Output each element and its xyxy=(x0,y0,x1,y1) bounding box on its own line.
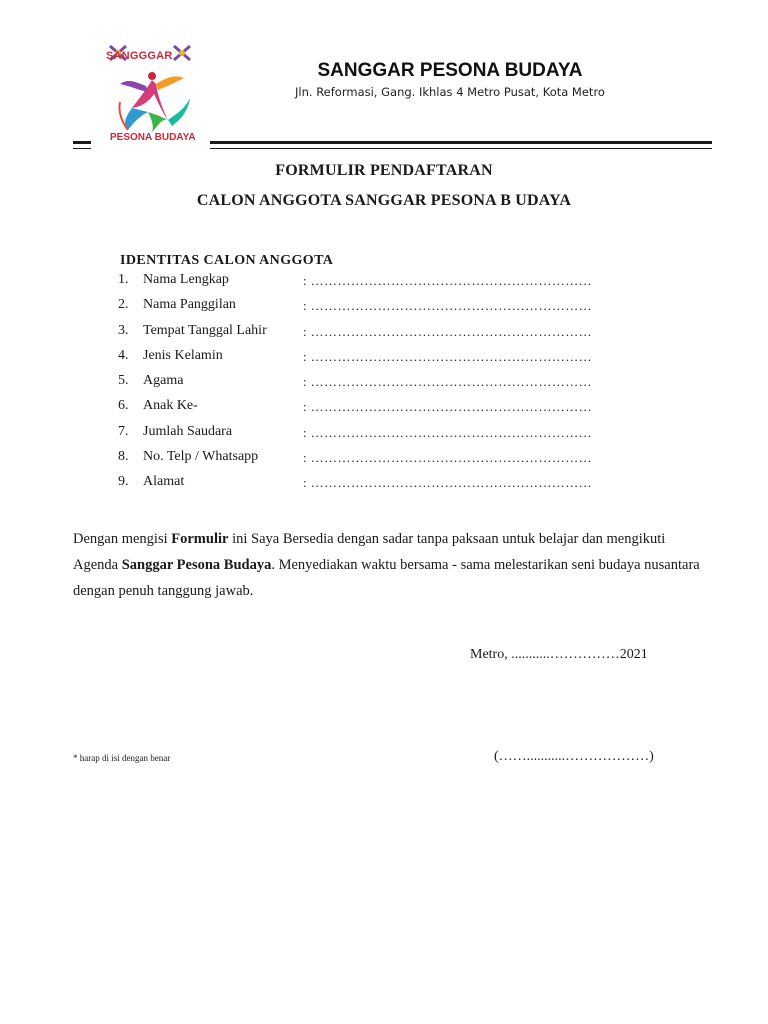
form-title-line1: FORMULIR PENDAFTARAN xyxy=(275,162,493,179)
statement-bold-formulir: Formulir xyxy=(171,531,229,547)
field-label: Nama Lengkap xyxy=(143,272,229,287)
logo xyxy=(92,38,212,150)
field-label: Alamat xyxy=(143,474,185,489)
field-blank[interactable]: : ……………………………………………………… xyxy=(303,298,593,313)
header-rule-right-thin xyxy=(210,148,712,149)
field-blank[interactable]: : ……………………………………………………… xyxy=(303,273,593,288)
field-label: No. Telp / Whatsapp xyxy=(143,449,259,464)
field-number: 5. xyxy=(118,373,129,388)
field-number: 4. xyxy=(118,348,129,363)
field-blank[interactable]: : ……………………………………………………… xyxy=(303,399,593,414)
field-blank[interactable]: : ……………………………………………………… xyxy=(303,349,593,364)
signature-name-blank[interactable]: (……...........………………) xyxy=(494,749,654,764)
header-rule-right-thick xyxy=(210,141,712,144)
field-blank[interactable]: : ……………………………………………………… xyxy=(303,475,593,490)
statement-text-1: Dengan mengisi xyxy=(73,531,172,547)
statement-bold-sanggar: Sanggar Pesona Budaya xyxy=(121,557,272,573)
statement-paragraph xyxy=(73,526,703,604)
org-name: SANGGAR PESONA BUDAYA xyxy=(317,60,583,81)
field-blank[interactable]: : ……………………………………………………… xyxy=(303,450,593,465)
field-label: Jumlah Saudara xyxy=(143,424,233,439)
header-rule-left-thick xyxy=(73,141,91,144)
field-number: 6. xyxy=(118,398,129,413)
field-label: Anak Ke- xyxy=(143,398,198,413)
field-number: 3. xyxy=(118,323,129,338)
statement-text-2: ini Saya Bersedia dengan sadar tanpa paksaan untuk belajar dan mengikuti Agenda xyxy=(73,531,666,573)
field-number: 1. xyxy=(118,272,129,287)
field-number: 9. xyxy=(118,474,129,489)
logo-top-text: SANGGGAR xyxy=(106,50,173,62)
logo-bottom-text: PESONA BUDAYA xyxy=(110,132,196,143)
field-blank[interactable]: : ……………………………………………………… xyxy=(303,425,593,440)
field-number: 7. xyxy=(118,424,129,439)
field-label: Agama xyxy=(143,373,184,388)
field-label: Tempat Tanggal Lahir xyxy=(143,323,267,338)
field-number: 8. xyxy=(118,449,129,464)
statement-text-3: . Menyediakan waktu bersama - sama melestarikan seni budaya nusantara dengan penuh tanggung jawab. xyxy=(73,557,700,599)
place-date[interactable]: Metro, ...........……………2021 xyxy=(470,647,648,662)
field-label: Jenis Kelamin xyxy=(143,348,223,363)
field-blank[interactable]: : ……………………………………………………… xyxy=(303,374,593,389)
field-blank[interactable]: : ……………………………………………………… xyxy=(303,324,593,339)
field-number: 2. xyxy=(118,297,129,312)
org-address: Jln. Reformasi, Gang. Ikhlas 4 Metro Pusat, Kota Metro xyxy=(295,85,605,99)
footnote: * harap di isi dengan benar xyxy=(73,753,171,763)
field-label: Nama Panggilan xyxy=(143,297,236,312)
section-title: IDENTITAS CALON ANGGOTA xyxy=(120,253,334,268)
header-rule-left-thin xyxy=(73,148,91,149)
form-title-line2: CALON ANGGOTA SANGGAR PESONA B UDAYA xyxy=(196,192,572,209)
